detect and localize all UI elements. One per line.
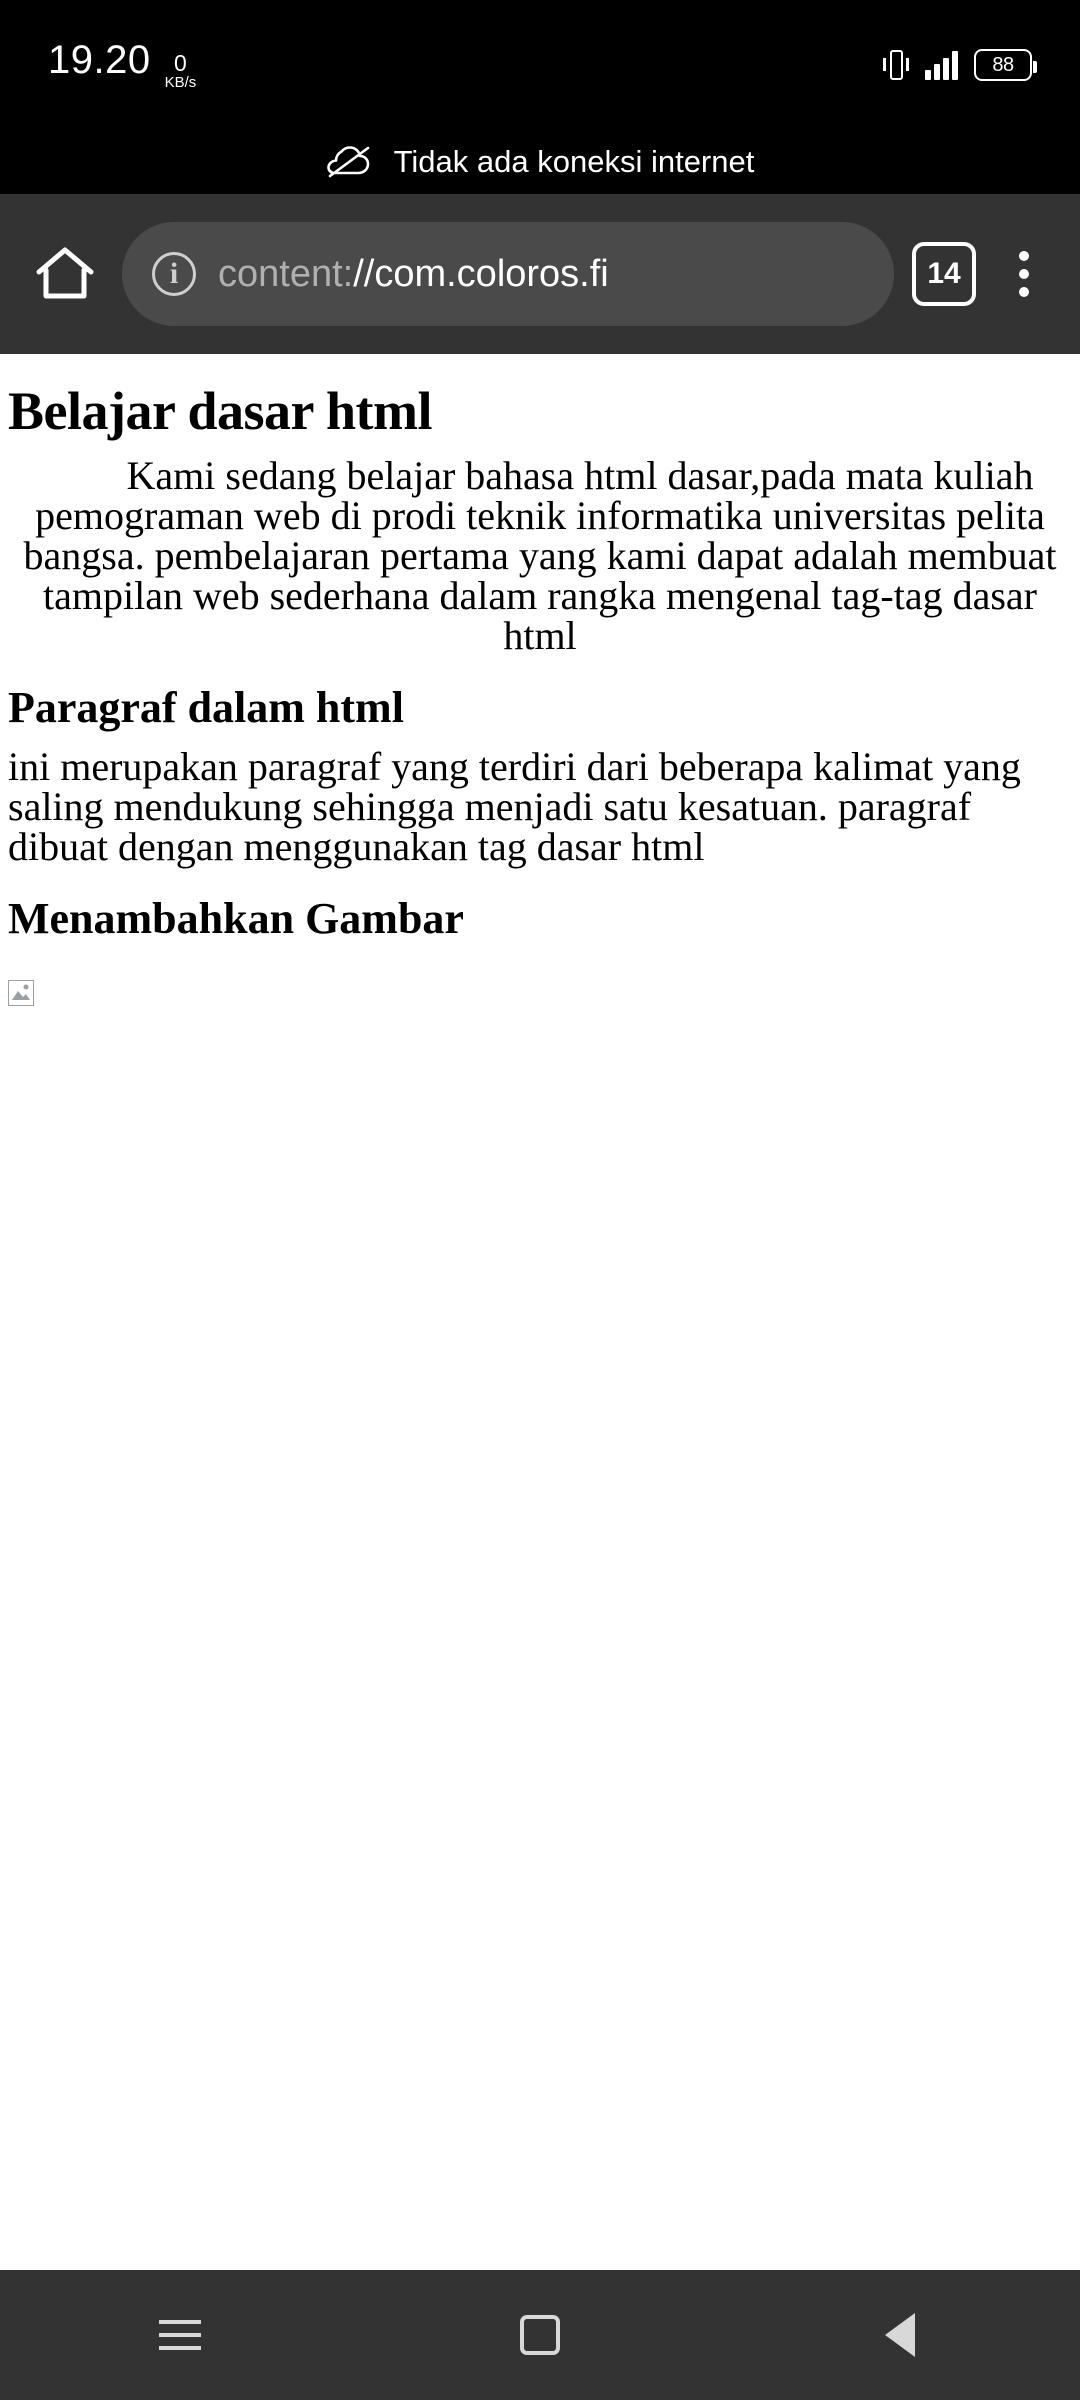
body-paragraph: ini merupakan paragraf yang terdiri dari beberapa kalimat yang saling mendukung sehingga menjadi satu kesatuan. paragraf dibuat dengan menggunakan tag dasar html [8,744,1021,869]
status-clock: 19.20 [48,38,151,82]
info-icon[interactable]: i [152,252,196,296]
network-speed-indicator [165,52,197,90]
tab-switcher-button[interactable] [912,242,976,306]
url-scheme: content: [218,252,354,295]
recent-apps-icon[interactable] [120,2295,240,2375]
vibrate-icon [883,48,909,82]
battery-icon [974,49,1032,81]
status-bar [0,0,1080,130]
url-rest: //com.coloros.fi [353,252,609,295]
network-speed-unit: KB/s [164,74,197,91]
address-bar[interactable] [122,222,894,326]
back-triangle-icon[interactable] [840,2295,960,2375]
intro-paragraph: Kami sedang belajar bahasa html dasar,pada mata kuliah pemograman web di prodi teknik informatika universitas pelita bangsa. pembelajaran pertama yang kami dapat adalah membuat tampilan web sederhana dalam rangka mengenal tag-tag dasar html [23,453,1057,658]
offline-notice-text: Tidak ada koneksi internet [393,144,755,179]
url-text [218,253,609,296]
system-navigation-bar [0,2270,1080,2400]
status-bar-left [48,38,196,92]
page-heading-2: Paragraf dalam html [8,683,404,732]
page-heading-1: Belajar dasar html [8,381,433,441]
page-heading-3: Menambahkan Gambar [8,894,464,943]
battery-level-label: 88 [992,53,1014,76]
browser-toolbar [0,194,1080,354]
overflow-menu-icon[interactable] [994,235,1054,313]
cloud-off-icon [326,146,372,178]
status-bar-right [883,48,1032,82]
tab-count-label: 14 [927,257,961,290]
signal-bars-icon [925,50,958,80]
offline-notice [0,130,1080,194]
web-page-content [0,354,1080,2270]
network-speed-value: 0 [174,50,187,76]
home-square-icon[interactable] [480,2295,600,2375]
broken-image-icon [8,980,34,1006]
home-icon[interactable] [26,235,104,313]
